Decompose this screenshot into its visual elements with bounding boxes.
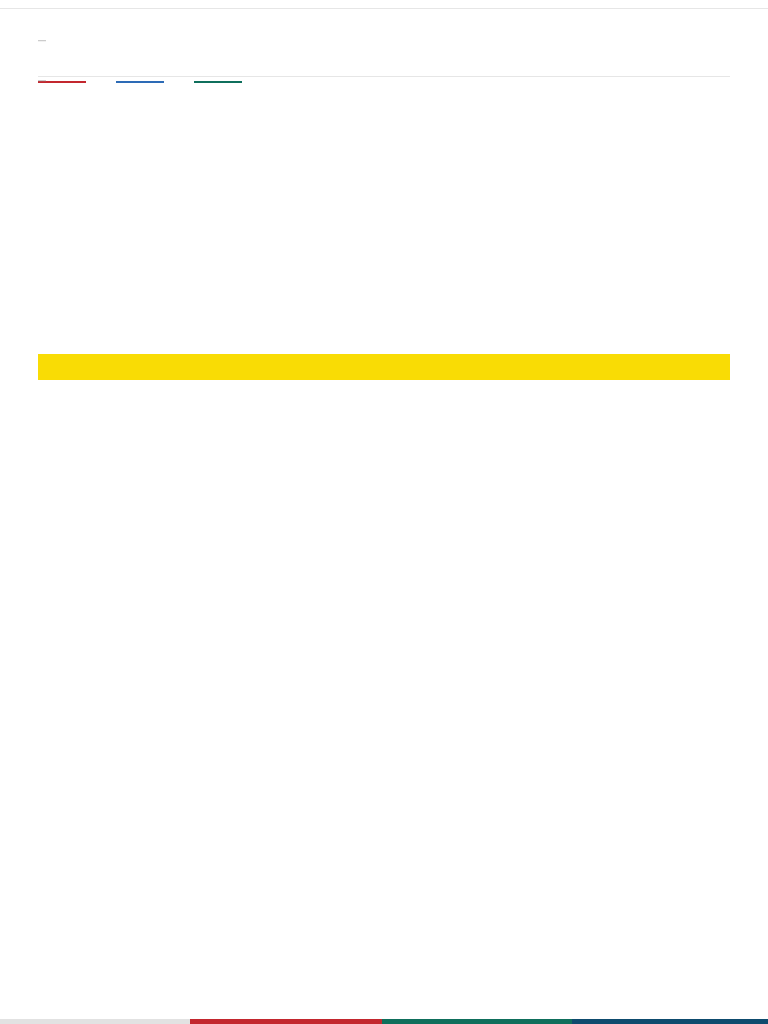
divider: [38, 76, 730, 77]
category-tags: [38, 81, 730, 83]
footer-bar: [0, 1019, 768, 1024]
tag-green[interactable]: [194, 81, 242, 83]
top-bar: [0, 0, 768, 9]
highlight-text: [38, 354, 730, 355]
footer-segment[interactable]: [190, 1019, 382, 1024]
tag-blue[interactable]: [116, 81, 164, 83]
highlight-banner: [38, 354, 730, 380]
footer-segment[interactable]: [0, 1019, 190, 1024]
article: [38, 10, 730, 99]
footer-segment[interactable]: [382, 1019, 572, 1024]
footer-segment[interactable]: [572, 1019, 768, 1024]
